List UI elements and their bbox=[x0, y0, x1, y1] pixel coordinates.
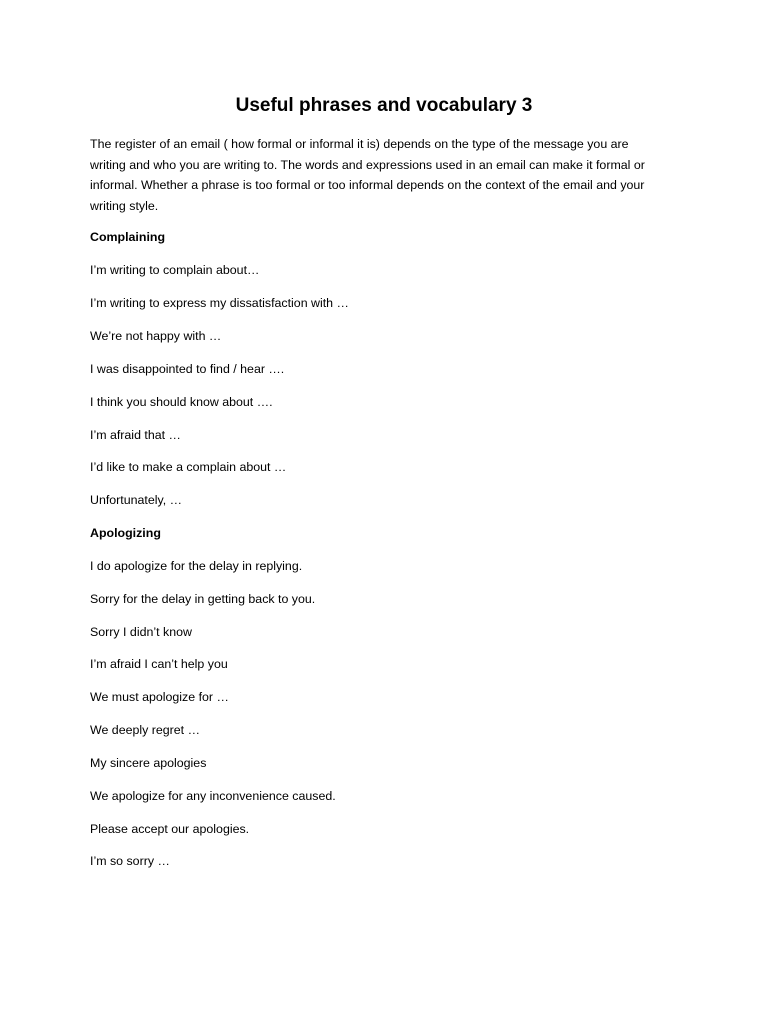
section-heading-apologizing: Apologizing bbox=[90, 526, 161, 540]
phrase-item: I think you should know about …. bbox=[90, 395, 273, 409]
intro-line: writing and who you are writing to. The words and expressions used in an email can make it formal or bbox=[90, 157, 645, 172]
phrase-item: Please accept our apologies. bbox=[90, 822, 250, 836]
phrase-item: I’m afraid that … bbox=[90, 428, 181, 442]
phrase-item: Sorry I didn’t know bbox=[90, 625, 192, 639]
phrase-item: We apologize for any inconvenience caused. bbox=[90, 789, 336, 803]
phrase-item: I’d like to make a complain about … bbox=[90, 460, 287, 474]
phrase-item: We deeply regret … bbox=[90, 723, 200, 737]
section-heading-complaining: Complaining bbox=[90, 230, 166, 244]
intro-line: writing style. bbox=[90, 198, 159, 213]
phrase-item: My sincere apologies bbox=[90, 756, 207, 770]
phrase-item: I was disappointed to find / hear …. bbox=[90, 362, 285, 376]
phrase-item: I’m writing to complain about… bbox=[90, 263, 260, 277]
phrase-item: We must apologize for … bbox=[90, 690, 229, 704]
intro-paragraph bbox=[90, 134, 680, 216]
phrase-item: We’re not happy with … bbox=[90, 329, 222, 343]
phrase-item: I’m afraid I can’t help you bbox=[90, 657, 228, 671]
page-title: Useful phrases and vocabulary 3 bbox=[235, 95, 533, 116]
intro-line: The register of an email ( how formal or informal it is) depends on the type of the message you are bbox=[90, 137, 629, 151]
intro-line: informal. Whether a phrase is too formal or too informal depends on the context of the email and your bbox=[90, 178, 645, 192]
phrase-item: Unfortunately, … bbox=[90, 493, 183, 507]
phrase-item: Sorry for the delay in getting back to you. bbox=[90, 592, 316, 606]
phrase-item: I’m so sorry … bbox=[90, 854, 170, 868]
phrase-item: I’m writing to express my dissatisfaction with … bbox=[90, 296, 349, 310]
phrase-item: I do apologize for the delay in replying. bbox=[90, 559, 303, 573]
